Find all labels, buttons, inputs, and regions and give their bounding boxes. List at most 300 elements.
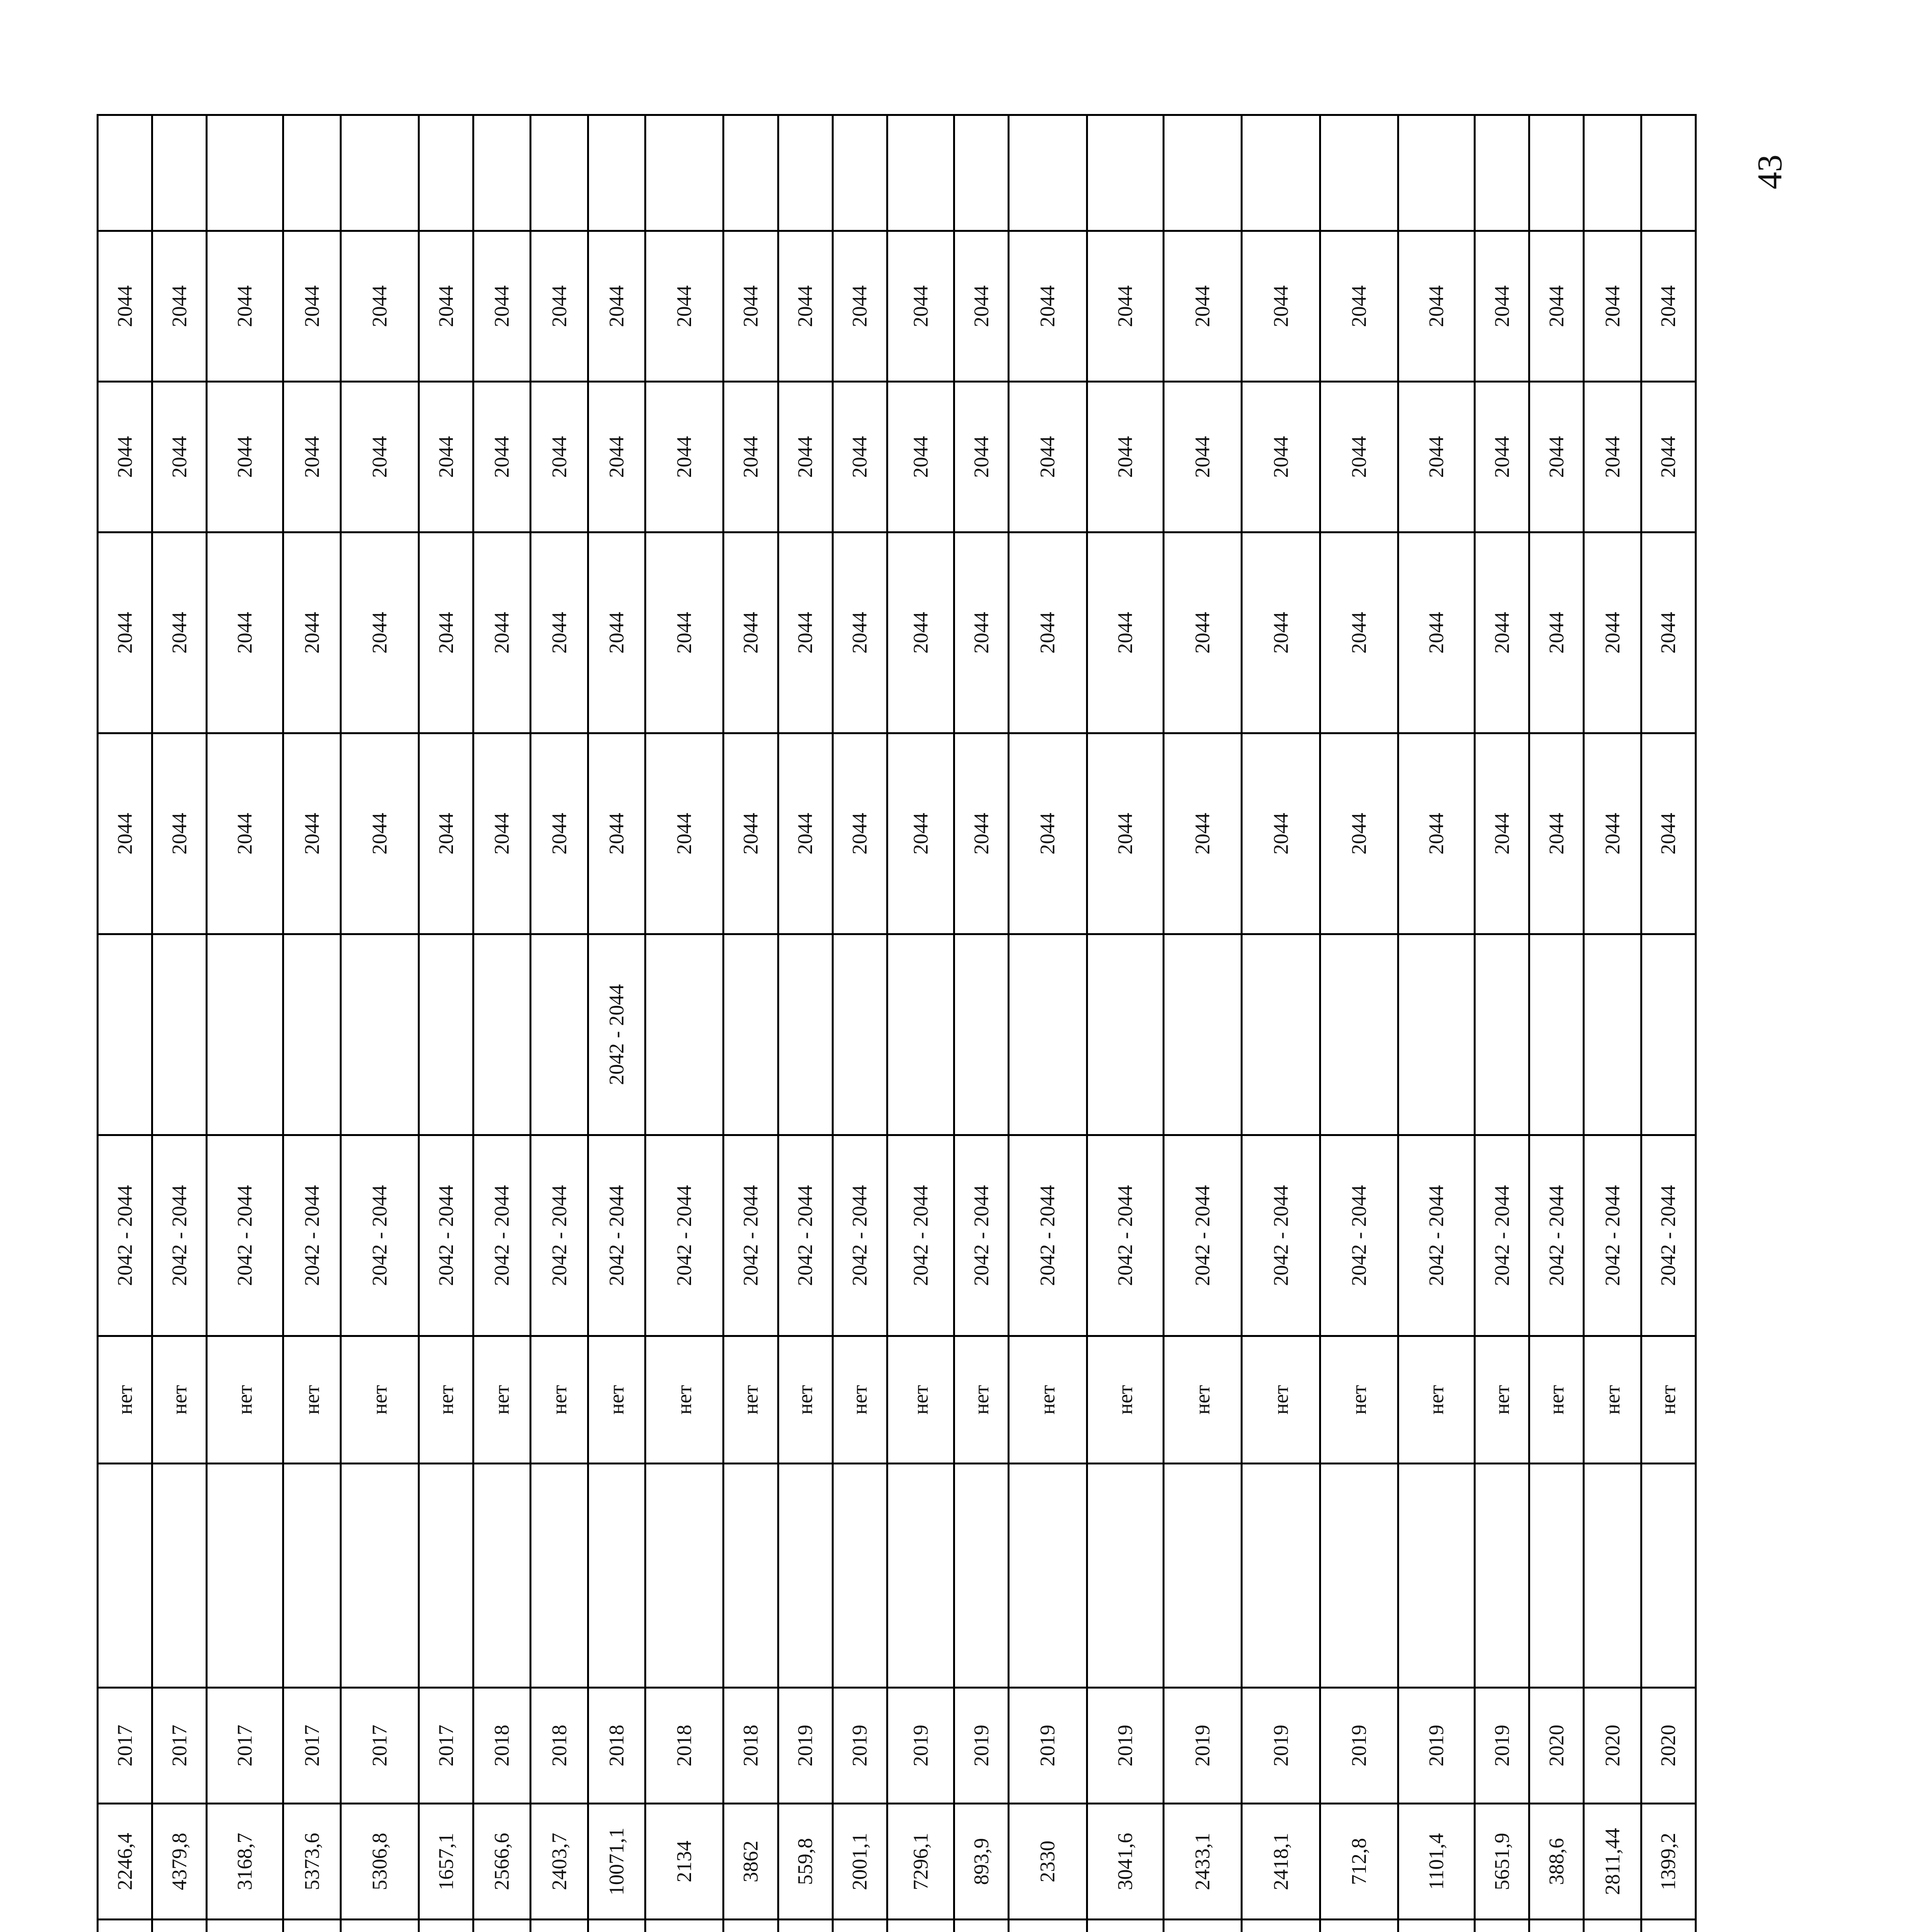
- table-row: [588, 115, 645, 1932]
- year-cell: 2044: [1529, 733, 1584, 934]
- year-cell: 2044: [588, 231, 645, 382]
- table-body: [98, 115, 1696, 1932]
- period-cell: [419, 934, 473, 1135]
- year-cell: 2044: [1009, 733, 1087, 934]
- year-cell: 2044: [778, 231, 833, 382]
- year-cell: 2044: [954, 733, 1008, 934]
- year-cell: 2019: [1398, 1688, 1475, 1804]
- year-cell: 2044: [98, 733, 152, 934]
- year-cell: 2044: [152, 231, 207, 382]
- empty-cell: [1529, 115, 1584, 231]
- area-cell: 2433,1: [1163, 1804, 1241, 1920]
- table-row: [1242, 115, 1320, 1932]
- status-cell: нет: [833, 1336, 887, 1464]
- empty-cell: [1398, 115, 1475, 231]
- area-cell: 5651,9: [1475, 1804, 1529, 1920]
- period-cell: 2042 - 2044: [1398, 1135, 1475, 1336]
- table-row: [152, 115, 207, 1932]
- empty-cell: [340, 1464, 419, 1688]
- year-cell: 2044: [340, 231, 419, 382]
- year-cell: 2044: [473, 382, 531, 532]
- empty-cell: [1475, 115, 1529, 231]
- year-cell: 2044: [207, 382, 283, 532]
- year-cell: 2044: [1584, 382, 1641, 532]
- area-cell: 10071,1: [588, 1804, 645, 1920]
- year-cell: 2044: [1320, 532, 1398, 733]
- empty-cell: [1009, 1464, 1087, 1688]
- year-cell: 2044: [340, 733, 419, 934]
- year-cell: 2044: [1584, 733, 1641, 934]
- year-cell: 2044: [283, 532, 340, 733]
- status-cell: нет: [1242, 1336, 1320, 1464]
- empty-cell: [473, 1464, 531, 1688]
- address-cell: [1087, 1920, 1163, 1932]
- period-cell: [1087, 934, 1163, 1135]
- period-cell: 2042 - 2044: [1009, 1135, 1087, 1336]
- status-cell: нет: [340, 1336, 419, 1464]
- period-cell: [207, 934, 283, 1135]
- year-cell: 2044: [1087, 382, 1163, 532]
- period-cell: [1163, 934, 1241, 1135]
- year-cell: 2044: [833, 231, 887, 382]
- period-cell: 2042 - 2044: [207, 1135, 283, 1336]
- area-cell: 2418,1: [1242, 1804, 1320, 1920]
- address-cell: [473, 1920, 531, 1932]
- empty-cell: [98, 1464, 152, 1688]
- period-cell: 2042 - 2044: [531, 1135, 588, 1336]
- year-cell: 2044: [207, 231, 283, 382]
- area-cell: 388,6: [1529, 1804, 1584, 1920]
- status-cell: нет: [778, 1336, 833, 1464]
- period-cell: 2042 - 2044: [588, 1135, 645, 1336]
- table-row: [1529, 115, 1584, 1932]
- empty-cell: [1087, 115, 1163, 231]
- year-cell: 2044: [152, 382, 207, 532]
- empty-cell: [473, 115, 531, 231]
- year-cell: 2044: [283, 733, 340, 934]
- area-cell: 559,8: [778, 1804, 833, 1920]
- empty-cell: [531, 115, 588, 231]
- year-cell: 2044: [1242, 231, 1320, 382]
- table-row: [1475, 115, 1529, 1932]
- period-cell: [531, 934, 588, 1135]
- year-cell: 2044: [419, 733, 473, 934]
- status-cell: нет: [588, 1336, 645, 1464]
- empty-cell: [833, 115, 887, 231]
- year-cell: 2020: [1529, 1688, 1584, 1804]
- table-row: [1641, 115, 1696, 1932]
- period-cell: 2042 - 2044: [152, 1135, 207, 1336]
- address-cell: [1398, 1920, 1475, 1932]
- status-cell: нет: [207, 1336, 283, 1464]
- year-cell: 2044: [98, 382, 152, 532]
- year-cell: 2044: [954, 231, 1008, 382]
- year-cell: 2044: [1320, 733, 1398, 934]
- address-cell: [588, 1920, 645, 1932]
- year-cell: 2044: [98, 532, 152, 733]
- address-cell: [833, 1920, 887, 1932]
- status-cell: нет: [724, 1336, 778, 1464]
- year-cell: 2044: [887, 733, 954, 934]
- status-cell: нет: [283, 1336, 340, 1464]
- period-cell: 2042 - 2044: [778, 1135, 833, 1336]
- status-cell: нет: [645, 1336, 724, 1464]
- period-cell: [887, 934, 954, 1135]
- empty-cell: [152, 115, 207, 231]
- year-cell: 2019: [1242, 1688, 1320, 1804]
- year-cell: 2044: [419, 532, 473, 733]
- address-cell: [645, 1920, 724, 1932]
- year-cell: 2044: [1584, 231, 1641, 382]
- year-cell: 2044: [1163, 382, 1241, 532]
- year-cell: 2044: [1087, 532, 1163, 733]
- address-cell: [340, 1920, 419, 1932]
- address-cell: [98, 1920, 152, 1932]
- area-cell: 5306,8: [340, 1804, 419, 1920]
- address-cell: [1584, 1920, 1641, 1932]
- period-cell: [1529, 934, 1584, 1135]
- empty-cell: [1009, 115, 1087, 231]
- table-row: [207, 115, 283, 1932]
- year-cell: 2044: [1529, 532, 1584, 733]
- year-cell: 2044: [1320, 231, 1398, 382]
- status-cell: нет: [152, 1336, 207, 1464]
- period-cell: [283, 934, 340, 1135]
- address-cell: [207, 1920, 283, 1932]
- table-row: [1009, 115, 1087, 1932]
- year-cell: 2044: [778, 382, 833, 532]
- period-cell: [340, 934, 419, 1135]
- period-cell: 2042 - 2044: [1242, 1135, 1320, 1336]
- year-cell: 2044: [645, 231, 724, 382]
- year-cell: 2044: [724, 382, 778, 532]
- year-cell: 2018: [645, 1688, 724, 1804]
- year-cell: 2044: [833, 532, 887, 733]
- year-cell: 2044: [207, 733, 283, 934]
- table-row: [531, 115, 588, 1932]
- period-cell: 2042 - 2044: [588, 934, 645, 1135]
- year-cell: 2044: [887, 532, 954, 733]
- status-cell: нет: [887, 1336, 954, 1464]
- area-cell: 4379,8: [152, 1804, 207, 1920]
- status-cell: нет: [954, 1336, 1008, 1464]
- year-cell: 2019: [1087, 1688, 1163, 1804]
- table-row: [645, 115, 724, 1932]
- year-cell: 2044: [1641, 382, 1696, 532]
- empty-cell: [1087, 1464, 1163, 1688]
- empty-cell: [1163, 115, 1241, 231]
- period-cell: [1475, 934, 1529, 1135]
- empty-cell: [1242, 1464, 1320, 1688]
- table-row: [1087, 115, 1163, 1932]
- area-cell: 2134: [645, 1804, 724, 1920]
- year-cell: 2017: [152, 1688, 207, 1804]
- year-cell: 2044: [954, 382, 1008, 532]
- empty-cell: [283, 115, 340, 231]
- year-cell: 2044: [1009, 231, 1087, 382]
- table-row: [1398, 115, 1475, 1932]
- year-cell: 2044: [954, 532, 1008, 733]
- year-cell: 2044: [1641, 733, 1696, 934]
- year-cell: 2018: [473, 1688, 531, 1804]
- area-cell: 2811,44: [1584, 1804, 1641, 1920]
- empty-cell: [1320, 1464, 1398, 1688]
- table-row: [419, 115, 473, 1932]
- table-row: [340, 115, 419, 1932]
- table-row: [98, 115, 152, 1932]
- housing-register-table: [97, 114, 1697, 1932]
- year-cell: 2044: [531, 382, 588, 532]
- address-cell: [1641, 1920, 1696, 1932]
- table-row: [724, 115, 778, 1932]
- empty-cell: [1529, 1464, 1584, 1688]
- period-cell: 2042 - 2044: [833, 1135, 887, 1336]
- year-cell: 2044: [1242, 382, 1320, 532]
- area-cell: 1657,1: [419, 1804, 473, 1920]
- empty-cell: [588, 1464, 645, 1688]
- status-cell: нет: [1087, 1336, 1163, 1464]
- year-cell: 2044: [588, 382, 645, 532]
- year-cell: 2019: [1320, 1688, 1398, 1804]
- status-cell: нет: [98, 1336, 152, 1464]
- address-cell: [1320, 1920, 1398, 1932]
- empty-cell: [531, 1464, 588, 1688]
- year-cell: 2044: [887, 382, 954, 532]
- year-cell: 2017: [419, 1688, 473, 1804]
- year-cell: 2044: [473, 231, 531, 382]
- period-cell: [1398, 934, 1475, 1135]
- year-cell: 2044: [1242, 733, 1320, 934]
- period-cell: [1242, 934, 1320, 1135]
- table-row: [778, 115, 833, 1932]
- empty-cell: [207, 1464, 283, 1688]
- year-cell: 2017: [207, 1688, 283, 1804]
- year-cell: 2044: [531, 532, 588, 733]
- empty-cell: [1320, 115, 1398, 231]
- year-cell: 2019: [954, 1688, 1008, 1804]
- address-cell: [152, 1920, 207, 1932]
- address-cell: [887, 1920, 954, 1932]
- area-cell: 3862: [724, 1804, 778, 1920]
- empty-cell: [954, 1464, 1008, 1688]
- table-row: [954, 115, 1008, 1932]
- year-cell: 2044: [833, 733, 887, 934]
- status-cell: нет: [1529, 1336, 1584, 1464]
- area-cell: 1101,4: [1398, 1804, 1475, 1920]
- year-cell: 2044: [283, 382, 340, 532]
- year-cell: 2044: [1398, 382, 1475, 532]
- year-cell: 2044: [724, 733, 778, 934]
- period-cell: [1320, 934, 1398, 1135]
- year-cell: 2044: [833, 382, 887, 532]
- status-cell: нет: [1009, 1336, 1087, 1464]
- year-cell: 2044: [152, 532, 207, 733]
- period-cell: 2042 - 2044: [1529, 1135, 1584, 1336]
- area-cell: 7296,1: [887, 1804, 954, 1920]
- year-cell: 2018: [724, 1688, 778, 1804]
- table-row: [1584, 115, 1641, 1932]
- address-cell: [1529, 1920, 1584, 1932]
- address-cell: [1009, 1920, 1087, 1932]
- period-cell: 2042 - 2044: [473, 1135, 531, 1336]
- address-cell: [531, 1920, 588, 1932]
- status-cell: нет: [531, 1336, 588, 1464]
- empty-cell: [98, 115, 152, 231]
- empty-cell: [645, 115, 724, 231]
- empty-cell: [1641, 115, 1696, 231]
- empty-cell: [1584, 115, 1641, 231]
- status-cell: нет: [473, 1336, 531, 1464]
- year-cell: 2044: [1242, 532, 1320, 733]
- period-cell: [1009, 934, 1087, 1135]
- empty-cell: [887, 115, 954, 231]
- period-cell: 2042 - 2044: [340, 1135, 419, 1336]
- empty-cell: [778, 115, 833, 231]
- year-cell: 2044: [207, 532, 283, 733]
- period-cell: 2042 - 2044: [954, 1135, 1008, 1336]
- address-cell: [778, 1920, 833, 1932]
- empty-cell: [1242, 115, 1320, 231]
- year-cell: 2044: [1529, 382, 1584, 532]
- year-cell: 2017: [283, 1688, 340, 1804]
- period-cell: [645, 934, 724, 1135]
- status-cell: нет: [1641, 1336, 1696, 1464]
- year-cell: 2044: [531, 231, 588, 382]
- empty-cell: [1584, 1464, 1641, 1688]
- period-cell: [473, 934, 531, 1135]
- empty-cell: [419, 1464, 473, 1688]
- year-cell: 2044: [1398, 733, 1475, 934]
- period-cell: [724, 934, 778, 1135]
- year-cell: 2044: [152, 733, 207, 934]
- year-cell: 2019: [887, 1688, 954, 1804]
- year-cell: 2044: [98, 231, 152, 382]
- period-cell: [954, 934, 1008, 1135]
- period-cell: [778, 934, 833, 1135]
- year-cell: 2044: [1475, 231, 1529, 382]
- rotated-table-wrapper: [97, 116, 1697, 1932]
- year-cell: 2044: [1641, 532, 1696, 733]
- area-cell: 2330: [1009, 1804, 1087, 1920]
- empty-cell: [1163, 1464, 1241, 1688]
- empty-cell: [152, 1464, 207, 1688]
- year-cell: 2044: [419, 382, 473, 532]
- empty-cell: [778, 1464, 833, 1688]
- year-cell: 2019: [1475, 1688, 1529, 1804]
- year-cell: 2018: [531, 1688, 588, 1804]
- period-cell: 2042 - 2044: [724, 1135, 778, 1336]
- table-row: [887, 115, 954, 1932]
- year-cell: 2044: [1163, 231, 1241, 382]
- year-cell: 2044: [887, 231, 954, 382]
- year-cell: 2044: [588, 532, 645, 733]
- status-cell: нет: [419, 1336, 473, 1464]
- empty-cell: [1641, 1464, 1696, 1688]
- year-cell: 2019: [1009, 1688, 1087, 1804]
- period-cell: [98, 934, 152, 1135]
- address-cell: [283, 1920, 340, 1932]
- address-cell: [1163, 1920, 1241, 1932]
- area-cell: 2566,6: [473, 1804, 531, 1920]
- area-cell: 5373,6: [283, 1804, 340, 1920]
- address-cell: [1242, 1920, 1320, 1932]
- status-cell: нет: [1475, 1336, 1529, 1464]
- year-cell: 2018: [588, 1688, 645, 1804]
- year-cell: 2017: [340, 1688, 419, 1804]
- status-cell: нет: [1163, 1336, 1241, 1464]
- area-cell: 2403,7: [531, 1804, 588, 1920]
- status-cell: нет: [1398, 1336, 1475, 1464]
- empty-cell: [588, 115, 645, 231]
- year-cell: 2044: [340, 382, 419, 532]
- year-cell: 2044: [1475, 733, 1529, 934]
- year-cell: 2044: [1009, 532, 1087, 733]
- year-cell: 2020: [1584, 1688, 1641, 1804]
- table-row: [833, 115, 887, 1932]
- period-cell: 2042 - 2044: [1320, 1135, 1398, 1336]
- period-cell: 2042 - 2044: [1475, 1135, 1529, 1336]
- year-cell: 2044: [778, 733, 833, 934]
- year-cell: 2044: [1320, 382, 1398, 532]
- empty-cell: [207, 115, 283, 231]
- period-cell: 2042 - 2044: [283, 1135, 340, 1336]
- area-cell: 2246,4: [98, 1804, 152, 1920]
- period-cell: 2042 - 2044: [1163, 1135, 1241, 1336]
- year-cell: 2019: [1163, 1688, 1241, 1804]
- period-cell: 2042 - 2044: [1584, 1135, 1641, 1336]
- empty-cell: [724, 1464, 778, 1688]
- empty-cell: [340, 115, 419, 231]
- year-cell: 2044: [473, 532, 531, 733]
- table-row: [1163, 115, 1241, 1932]
- year-cell: 2044: [283, 231, 340, 382]
- year-cell: 2044: [1163, 532, 1241, 733]
- year-cell: 2044: [645, 532, 724, 733]
- table-row: [473, 115, 531, 1932]
- period-cell: 2042 - 2044: [1641, 1135, 1696, 1336]
- period-cell: [1584, 934, 1641, 1135]
- year-cell: 2044: [531, 733, 588, 934]
- year-cell: 2044: [724, 532, 778, 733]
- year-cell: 2044: [1398, 231, 1475, 382]
- address-cell: [724, 1920, 778, 1932]
- period-cell: 2042 - 2044: [419, 1135, 473, 1336]
- area-cell: 712,8: [1320, 1804, 1398, 1920]
- empty-cell: [1475, 1464, 1529, 1688]
- area-cell: 2001,1: [833, 1804, 887, 1920]
- year-cell: 2044: [1584, 532, 1641, 733]
- year-cell: 2044: [1087, 733, 1163, 934]
- empty-cell: [283, 1464, 340, 1688]
- area-cell: 893,9: [954, 1804, 1008, 1920]
- table-row: [283, 115, 340, 1932]
- year-cell: 2044: [588, 733, 645, 934]
- empty-cell: [833, 1464, 887, 1688]
- year-cell: 2044: [1475, 382, 1529, 532]
- period-cell: [833, 934, 887, 1135]
- year-cell: 2044: [1398, 532, 1475, 733]
- year-cell: 2017: [98, 1688, 152, 1804]
- empty-cell: [1398, 1464, 1475, 1688]
- status-cell: нет: [1320, 1336, 1398, 1464]
- year-cell: 2044: [419, 231, 473, 382]
- empty-cell: [645, 1464, 724, 1688]
- empty-cell: [724, 115, 778, 231]
- status-cell: нет: [1584, 1336, 1641, 1464]
- year-cell: 2044: [645, 733, 724, 934]
- address-cell: [419, 1920, 473, 1932]
- year-cell: 2044: [473, 733, 531, 934]
